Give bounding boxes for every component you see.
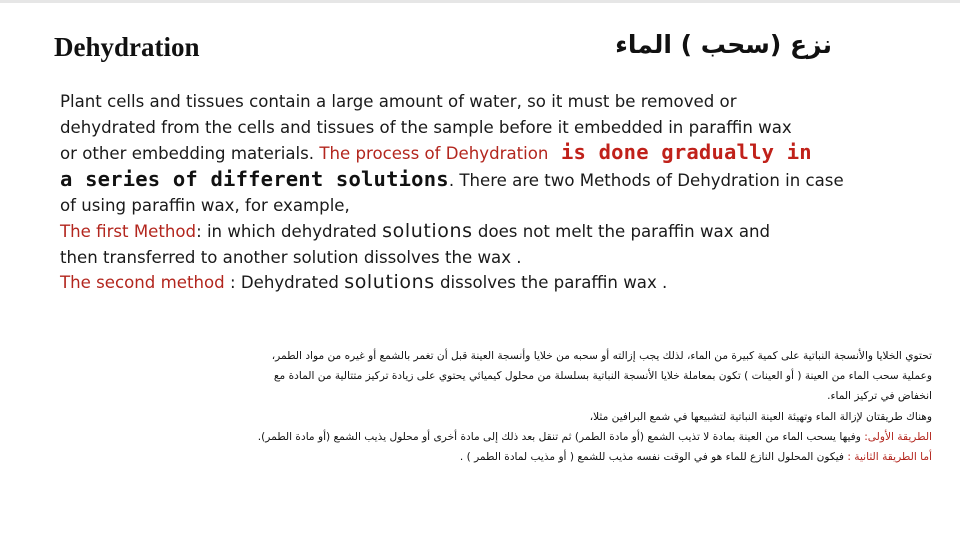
arabic-line-2: وعملية سحب الماء من العينة ( أو العينات ) تكون بمعاملة خلايا الأنسجة النباتية بسلسلة من محلول كيميائي يحتوي على زيادة تركيز متتالية من المادة مع xyxy=(273,370,932,383)
english-line-1: Plant cells and tissues contain a large amount of water, so it must be removed or xyxy=(60,92,737,111)
arabic-line-3: انخفاض في تركيز الماء. xyxy=(827,390,932,403)
arabic-line-4: وهناك طريقتان لإزالة الماء وتهيئة العينة النباتية لتشبيعها في شمع البرافين مثلا، xyxy=(589,410,932,423)
arabic-first-method-label: الطريقة الأولى: xyxy=(864,430,932,443)
arabic-line-6 xyxy=(27,447,932,467)
solutions-word: solutions xyxy=(344,271,435,294)
english-text: does not melt the paraffin wax and xyxy=(472,221,771,241)
dehydration-process-highlight: The process of Dehydration xyxy=(319,144,549,164)
english-text: : in which dehydrated xyxy=(196,221,383,241)
english-text: . There are two Methods of Dehydration in case xyxy=(448,170,844,190)
english-text: : Dehydrated xyxy=(224,273,345,293)
english-line-6 xyxy=(60,219,940,245)
second-method-label: The second method xyxy=(60,273,225,293)
arabic-text: فيكون المحلول النازع للماء هو في الوقت نفسه مذيب للشمع ( أو مذيب لمادة الطمر ) . xyxy=(459,451,848,464)
english-line-5: of using paraffin wax, for example, xyxy=(60,196,350,216)
first-method-label: The first Method xyxy=(60,221,197,241)
arabic-text: وفيها يسحب الماء من العينة بمادة لا تذيب الشمع (أو مادة الطمر) ثم تنقل بعد ذلك إلى مادة أخرى أو محلول يذيب الشمع (أو مادة الطمر). xyxy=(257,430,865,443)
slide-title-english: Dehydration xyxy=(54,32,200,62)
english-line-3 xyxy=(60,140,940,167)
english-line-7: then transferred to another solution dissolves the wax . xyxy=(60,247,522,267)
english-line-2: dehydrated from the cells and tissues of the sample before it embedded in paraffin wax xyxy=(60,117,792,137)
english-text: dissolves the paraffin wax . xyxy=(434,273,668,293)
slide-title-arabic: نزع (سحب ) الماء xyxy=(615,30,832,59)
top-border xyxy=(0,0,960,3)
arabic-body xyxy=(27,346,932,467)
english-line-4 xyxy=(60,167,940,194)
gradually-emphasis: is done gradually in xyxy=(548,140,812,165)
arabic-line-1: تحتوي الخلايا والأنسجة النباتية على كمية كبيرة من الماء، لذلك يجب إزالته أو سحبه من خلايا وأنسجة العينة قبل أن تغمر بالشمع أو غيره من مواد الطمر، xyxy=(271,350,932,362)
english-line-8 xyxy=(60,270,940,296)
series-emphasis: a series of different solutions xyxy=(60,166,449,191)
arabic-second-method-label: أما الطريقة الثانية : xyxy=(847,451,932,464)
arabic-line-5 xyxy=(27,427,932,447)
solutions-word: solutions xyxy=(382,219,473,242)
english-body xyxy=(60,89,940,296)
english-text: or other embedding materials. xyxy=(60,144,320,164)
